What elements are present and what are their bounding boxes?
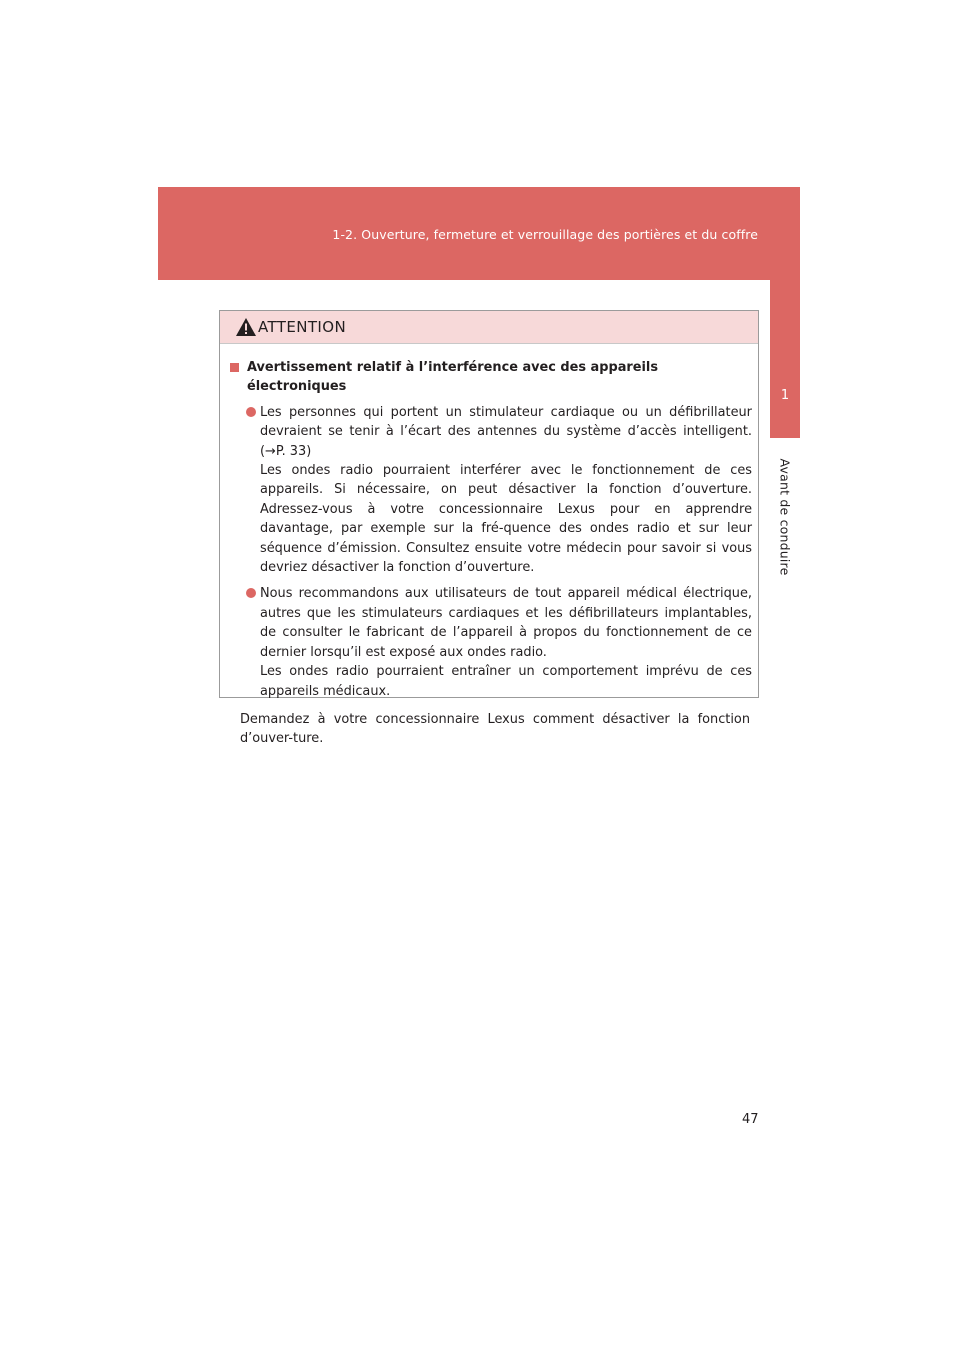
section-heading-text: Avertissement relatif à l’interférence avec des appareils électroniques: [247, 360, 659, 395]
bullet-paragraph: Les ondes radio pourraient interférer avec le fonctionnement de ces appareils. Si nécessaire, on peut désactiver la fonction d’ouverture. Adressez-vous à votre concessionnaire Lexus pour en apprendre davantage, par exemple sur la fré-quence des ondes radio et sur leur séquence d’émission. Consultez ensuite votre médecin pour savoir si vous devriez désactiver la fonction d’ouverture.: [260, 463, 752, 576]
chapter-label-text: Avant de conduire: [777, 458, 793, 576]
bullet-paragraph: Les personnes qui portent un stimulateur cardiaque ou un défibrillateur devraient se tenir à l’écart des antennes du système d’accès intelligent. (→P. 33): [260, 404, 752, 459]
bullet-dot-icon: [246, 407, 256, 417]
bullet-paragraph: Les ondes radio pourraient entraîner un comportement imprévu de ces appareils médicaux.: [260, 664, 752, 699]
page-number: 47: [742, 1112, 759, 1127]
warning-triangle-icon: [235, 317, 257, 337]
caution-header: [220, 311, 758, 344]
caution-body: [220, 344, 758, 749]
list-item: [230, 584, 752, 700]
caution-title: ATTENTION: [258, 318, 347, 336]
section-header-band: [158, 187, 800, 280]
chapter-tab: [770, 280, 800, 438]
chapter-label: [770, 452, 800, 582]
chapter-number: 1: [780, 388, 790, 403]
bullet-dot-icon: [246, 588, 256, 598]
section-heading: [230, 358, 752, 397]
section-title: 1-2. Ouverture, fermeture et verrouillage des portières et du coffre: [332, 227, 758, 242]
closing-paragraph: Demandez à votre concessionnaire Lexus comment désactiver la fonction d’ouver-ture.: [240, 711, 750, 747]
caution-box: [219, 310, 759, 747]
bullet-paragraph: Nous recommandons aux utilisateurs de tout appareil médical électrique, autres que les stimulateurs cardiaques et les défibrillateurs implantables, de consulter le fabricant de l’appareil à propos du fonctionnement de ce dernier lorsqu’il est exposé aux ondes radio.: [260, 586, 752, 660]
square-bullet-icon: [230, 363, 239, 372]
list-item: [230, 403, 752, 578]
